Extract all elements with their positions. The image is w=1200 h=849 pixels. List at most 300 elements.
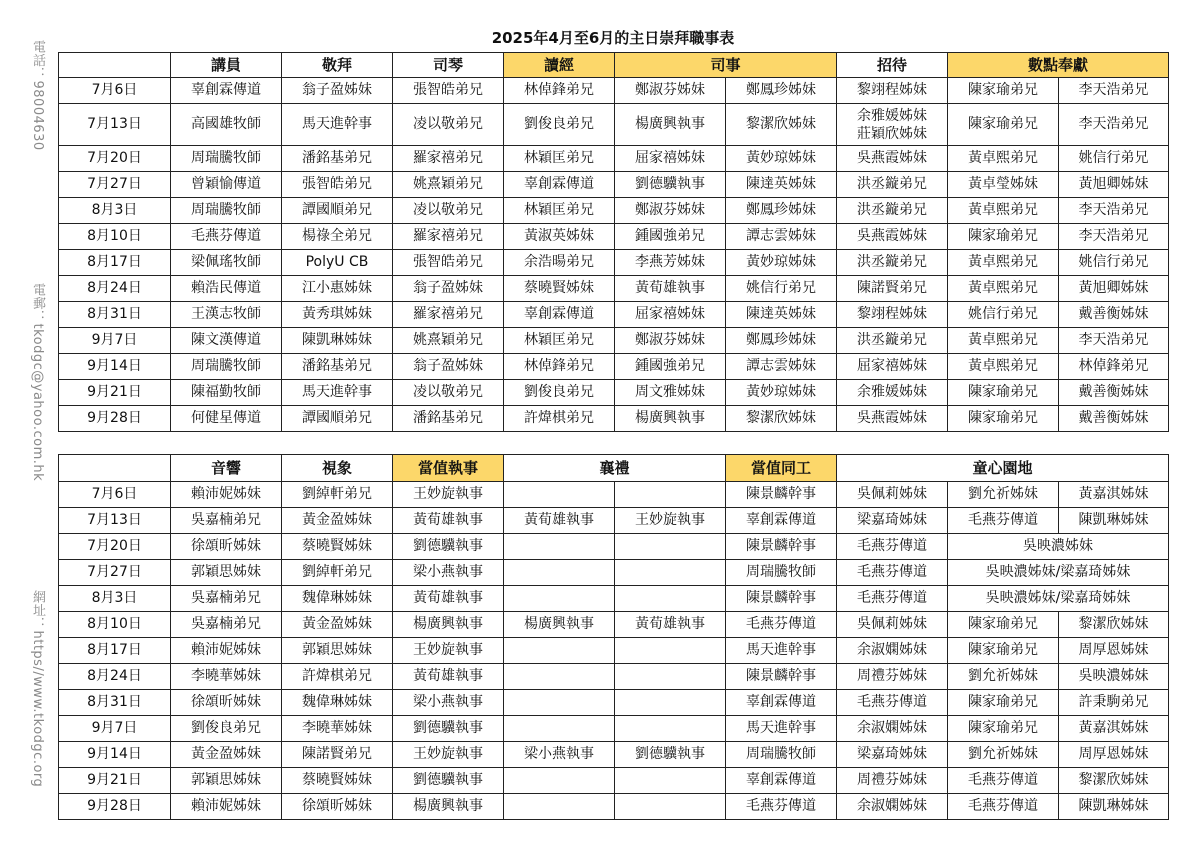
table-row xyxy=(59,508,1169,534)
pianist-cell: 翁子盈姊妹 xyxy=(393,276,504,302)
header-steward: 司事 xyxy=(615,53,837,78)
duty-staff-cell: 馬天進幹事 xyxy=(726,638,837,664)
offering-cell: 陳家瑜弟兄 xyxy=(948,224,1059,250)
duty-deacon-cell: 劉德驥執事 xyxy=(393,716,504,742)
pianist-cell: 羅家禧弟兄 xyxy=(393,224,504,250)
offering-cell: 姚信行弟兄 xyxy=(1059,250,1169,276)
header-pianist: 司琴 xyxy=(393,53,504,78)
steward-cell: 鄭淑芬姊妹 xyxy=(615,78,726,104)
header-kids-corner: 童心園地 xyxy=(837,455,1169,482)
offering-cell: 姚信行弟兄 xyxy=(948,302,1059,328)
offering-cell: 戴善衡姊妹 xyxy=(1059,302,1169,328)
table-row xyxy=(59,638,1169,664)
table-row xyxy=(59,742,1169,768)
kids-cell: 吳映濃姊妹 xyxy=(948,534,1169,560)
kids-cell: 毛燕芬傳道 xyxy=(948,794,1059,820)
duty-staff-cell: 陳景麟幹事 xyxy=(726,534,837,560)
date-cell: 8月31日 xyxy=(59,302,171,328)
duty-deacon-cell: 王妙旋執事 xyxy=(393,482,504,508)
date-cell: 7月27日 xyxy=(59,560,171,586)
reading-cell: 林穎匡弟兄 xyxy=(504,146,615,172)
ceremony-cell xyxy=(615,690,726,716)
side-email-text: 電郵：tkodgc@yahoo.com.hk xyxy=(30,283,45,482)
pianist-cell: 姚熹穎弟兄 xyxy=(393,328,504,354)
worship-cell: 譚國順弟兄 xyxy=(282,198,393,224)
duty-staff-cell: 陳景麟幹事 xyxy=(726,664,837,690)
usher-cell: 吳燕霞姊妹 xyxy=(837,146,948,172)
sound-cell: 吳嘉楠弟兄 xyxy=(171,612,282,638)
reading-cell: 劉俊良弟兄 xyxy=(504,104,615,146)
duty-deacon-cell: 梁小燕執事 xyxy=(393,560,504,586)
kids-cell: 周禮芬姊妹 xyxy=(837,768,948,794)
reading-cell: 辜創霖傳道 xyxy=(504,172,615,198)
visual-cell: 許煒棋弟兄 xyxy=(282,664,393,690)
kids-cell: 吳映濃姊妹 xyxy=(1059,664,1169,690)
table-row xyxy=(59,690,1169,716)
ceremony-cell xyxy=(504,560,615,586)
offering-cell: 戴善衡姊妹 xyxy=(1059,406,1169,432)
table-row xyxy=(59,302,1169,328)
kids-cell: 黎潔欣姊妹 xyxy=(1059,612,1169,638)
ceremony-cell xyxy=(615,482,726,508)
sound-cell: 劉俊良弟兄 xyxy=(171,716,282,742)
steward-cell: 楊廣興執事 xyxy=(615,406,726,432)
kids-cell: 黃嘉淇姊妹 xyxy=(1059,716,1169,742)
page-title: 2025年4月至6月的主日崇拜職事表 xyxy=(491,29,735,47)
preacher-cell: 辜創霖傳道 xyxy=(171,78,282,104)
preacher-cell: 曾穎愉傳道 xyxy=(171,172,282,198)
steward-cell: 屈家禧姊妹 xyxy=(615,146,726,172)
usher-cell xyxy=(837,104,948,146)
date-cell: 8月3日 xyxy=(59,198,171,224)
header-row xyxy=(59,455,1169,482)
duty-staff-cell: 辜創霖傳道 xyxy=(726,768,837,794)
visual-cell: 蔡曉賢姊妹 xyxy=(282,534,393,560)
date-cell: 7月13日 xyxy=(59,508,171,534)
reading-cell: 黃淑英姊妹 xyxy=(504,224,615,250)
ceremony-cell: 黃荀雄執事 xyxy=(615,612,726,638)
worship-cell: 黃秀琪姊妹 xyxy=(282,302,393,328)
worship-cell: 譚國順弟兄 xyxy=(282,406,393,432)
table-row xyxy=(59,716,1169,742)
table-row xyxy=(59,534,1169,560)
pianist-cell: 潘銘基弟兄 xyxy=(393,406,504,432)
offering-cell: 戴善衡姊妹 xyxy=(1059,380,1169,406)
ceremony-cell xyxy=(615,560,726,586)
ceremony-cell xyxy=(615,534,726,560)
pianist-cell: 翁子盈姊妹 xyxy=(393,354,504,380)
header-sound: 音響 xyxy=(171,455,282,482)
kids-cell: 余淑嫻姊妹 xyxy=(837,638,948,664)
date-cell: 9月14日 xyxy=(59,742,171,768)
header-duty-deacon: 當值執事 xyxy=(393,455,504,482)
kids-cell: 吳佩莉姊妹 xyxy=(837,482,948,508)
duty-deacon-cell: 楊廣興執事 xyxy=(393,612,504,638)
usher-cell: 洪丞鏇弟兄 xyxy=(837,250,948,276)
duty-deacon-cell: 黃荀雄執事 xyxy=(393,586,504,612)
table-row xyxy=(59,172,1169,198)
table-row xyxy=(59,794,1169,820)
usher-name: 余雅媛姊妹 xyxy=(857,107,928,124)
table-row xyxy=(59,406,1169,432)
offering-cell: 黃卓熙弟兄 xyxy=(948,276,1059,302)
duty-deacon-cell: 梁小燕執事 xyxy=(393,690,504,716)
date-cell: 8月31日 xyxy=(59,690,171,716)
table-row xyxy=(59,276,1169,302)
steward-cell: 黎潔欣姊妹 xyxy=(726,406,837,432)
steward-cell: 鄭鳳珍姊妹 xyxy=(726,198,837,224)
date-cell: 7月6日 xyxy=(59,482,171,508)
kids-cell: 吳映濃姊妹/梁嘉琦姊妹 xyxy=(948,560,1169,586)
preacher-cell: 賴浩民傳道 xyxy=(171,276,282,302)
kids-cell: 吳佩莉姊妹 xyxy=(837,612,948,638)
preacher-cell: 梁佩瑤牧師 xyxy=(171,250,282,276)
worship-cell: 張智皓弟兄 xyxy=(282,172,393,198)
date-cell: 9月7日 xyxy=(59,328,171,354)
visual-cell: 蔡曉賢姊妹 xyxy=(282,768,393,794)
offering-cell: 李天浩弟兄 xyxy=(1059,224,1169,250)
offering-cell: 黃卓熙弟兄 xyxy=(948,250,1059,276)
preacher-cell: 何健星傳道 xyxy=(171,406,282,432)
table-row xyxy=(59,146,1169,172)
header-usher: 招待 xyxy=(837,53,948,78)
preacher-cell: 王漢志牧師 xyxy=(171,302,282,328)
ceremony-cell xyxy=(504,768,615,794)
offering-cell: 黃卓熙弟兄 xyxy=(948,146,1059,172)
kids-cell: 陳家瑜弟兄 xyxy=(948,716,1059,742)
side-website-text: 網址：https//www.tkodgc.org xyxy=(30,590,45,788)
duty-deacon-cell: 黃荀雄執事 xyxy=(393,508,504,534)
worship-cell: 馬天進幹事 xyxy=(282,380,393,406)
visual-cell: 劉綽軒弟兄 xyxy=(282,482,393,508)
duty-staff-cell: 陳景麟幹事 xyxy=(726,482,837,508)
sound-cell: 吳嘉楠弟兄 xyxy=(171,508,282,534)
duty-staff-cell: 周瑞騰牧師 xyxy=(726,560,837,586)
header-ceremony: 襄禮 xyxy=(504,455,726,482)
reading-cell: 余浩暘弟兄 xyxy=(504,250,615,276)
ceremony-cell: 劉德驥執事 xyxy=(615,742,726,768)
table-row xyxy=(59,224,1169,250)
pianist-cell: 張智皓弟兄 xyxy=(393,78,504,104)
preacher-cell: 陳文漢傳道 xyxy=(171,328,282,354)
sound-cell: 賴沛妮姊妹 xyxy=(171,482,282,508)
table-row xyxy=(59,198,1169,224)
kids-cell: 毛燕芬傳道 xyxy=(948,768,1059,794)
usher-cell: 余雅媛姊妹 xyxy=(837,380,948,406)
header-date xyxy=(59,455,171,482)
ceremony-cell xyxy=(615,664,726,690)
steward-cell: 黃妙琼姊妹 xyxy=(726,146,837,172)
header-duty-staff: 當值同工 xyxy=(726,455,837,482)
duty-deacon-cell: 劉德驥執事 xyxy=(393,768,504,794)
usher-cell: 黎翊程姊妹 xyxy=(837,78,948,104)
sound-cell: 吳嘉楠弟兄 xyxy=(171,586,282,612)
kids-cell: 毛燕芬傳道 xyxy=(837,560,948,586)
steward-cell: 鍾國強弟兄 xyxy=(615,354,726,380)
sound-cell: 郭穎思姊妹 xyxy=(171,768,282,794)
duty-deacon-cell: 劉德驥執事 xyxy=(393,534,504,560)
offering-cell: 林倬鋒弟兄 xyxy=(1059,354,1169,380)
offering-cell: 李天浩弟兄 xyxy=(1059,198,1169,224)
kids-cell: 梁嘉琦姊妹 xyxy=(837,508,948,534)
kids-cell: 陳家瑜弟兄 xyxy=(948,612,1059,638)
steward-cell: 楊廣興執事 xyxy=(615,104,726,146)
kids-cell: 黃嘉淇姊妹 xyxy=(1059,482,1169,508)
duty-staff-cell: 辜創霖傳道 xyxy=(726,690,837,716)
steward-cell: 黃妙琼姊妹 xyxy=(726,380,837,406)
offering-cell: 黃卓熙弟兄 xyxy=(948,198,1059,224)
date-cell: 9月28日 xyxy=(59,406,171,432)
sound-cell: 郭穎思姊妹 xyxy=(171,560,282,586)
ceremony-cell xyxy=(615,716,726,742)
table-row xyxy=(59,612,1169,638)
duty-staff-cell: 毛燕芬傳道 xyxy=(726,794,837,820)
offering-cell: 李天浩弟兄 xyxy=(1059,104,1169,146)
table-row xyxy=(59,328,1169,354)
kids-cell: 余淑嫻姊妹 xyxy=(837,794,948,820)
header-reading: 讀經 xyxy=(504,53,615,78)
kids-cell: 劉允祈姊妹 xyxy=(948,742,1059,768)
header-preacher: 講員 xyxy=(171,53,282,78)
ceremony-cell: 黃荀雄執事 xyxy=(504,508,615,534)
table-row xyxy=(59,354,1169,380)
ceremony-cell xyxy=(615,586,726,612)
date-cell: 8月24日 xyxy=(59,664,171,690)
date-cell: 9月7日 xyxy=(59,716,171,742)
pianist-cell: 凌以敬弟兄 xyxy=(393,380,504,406)
duty-staff-cell: 周瑞騰牧師 xyxy=(726,742,837,768)
steward-cell: 陳達英姊妹 xyxy=(726,302,837,328)
ceremony-cell: 楊廣興執事 xyxy=(504,612,615,638)
usher-cell: 黎翊程姊妹 xyxy=(837,302,948,328)
table-row xyxy=(59,586,1169,612)
reading-cell: 蔡曉賢姊妹 xyxy=(504,276,615,302)
usher-cell: 屈家禧姊妹 xyxy=(837,354,948,380)
kids-cell: 許秉駒弟兄 xyxy=(1059,690,1169,716)
date-cell: 9月28日 xyxy=(59,794,171,820)
worship-cell: 江小惠姊妹 xyxy=(282,276,393,302)
ceremony-cell xyxy=(615,638,726,664)
sound-cell: 黃金盈姊妹 xyxy=(171,742,282,768)
ceremony-cell: 梁小燕執事 xyxy=(504,742,615,768)
ceremony-cell xyxy=(504,638,615,664)
table-row xyxy=(59,78,1169,104)
usher-cell: 吳燕霞姊妹 xyxy=(837,224,948,250)
steward-cell: 黃荀雄執事 xyxy=(615,276,726,302)
kids-cell: 毛燕芬傳道 xyxy=(837,690,948,716)
offering-cell: 黃旭卿姊妹 xyxy=(1059,172,1169,198)
steward-cell: 譚志雲姊妹 xyxy=(726,224,837,250)
ceremony-cell xyxy=(504,534,615,560)
offering-cell: 黃卓熙弟兄 xyxy=(948,328,1059,354)
date-cell: 9月21日 xyxy=(59,768,171,794)
preacher-cell: 陳福勤牧師 xyxy=(171,380,282,406)
usher-cell: 洪丞鏇弟兄 xyxy=(837,328,948,354)
steward-cell: 姚信行弟兄 xyxy=(726,276,837,302)
duty-staff-cell: 辜創霖傳道 xyxy=(726,508,837,534)
table-row xyxy=(59,380,1169,406)
visual-cell: 徐頌昕姊妹 xyxy=(282,794,393,820)
steward-cell: 鄭鳳珍姊妹 xyxy=(726,328,837,354)
kids-cell: 周厚恩姊妹 xyxy=(1059,742,1169,768)
visual-cell: 黃金盈姊妹 xyxy=(282,612,393,638)
usher-cell: 洪丞鏇弟兄 xyxy=(837,172,948,198)
date-cell: 8月17日 xyxy=(59,638,171,664)
usher-name: 莊穎欣姊妹 xyxy=(857,125,928,142)
date-cell: 7月20日 xyxy=(59,534,171,560)
visual-cell: 李曉華姊妹 xyxy=(282,716,393,742)
date-cell: 7月13日 xyxy=(59,104,171,146)
ceremony-cell xyxy=(615,768,726,794)
reading-cell: 劉俊良弟兄 xyxy=(504,380,615,406)
ceremony-cell xyxy=(504,794,615,820)
reading-cell: 林穎匡弟兄 xyxy=(504,328,615,354)
header-worship: 敬拜 xyxy=(282,53,393,78)
steward-cell: 周文雅姊妹 xyxy=(615,380,726,406)
steward-cell: 鄭淑芬姊妹 xyxy=(615,328,726,354)
duty-staff-cell: 毛燕芬傳道 xyxy=(726,612,837,638)
duty-staff-cell: 馬天進幹事 xyxy=(726,716,837,742)
reading-cell: 許煒棋弟兄 xyxy=(504,406,615,432)
preacher-cell: 高國雄牧師 xyxy=(171,104,282,146)
header-date xyxy=(59,53,171,78)
ceremony-cell xyxy=(504,664,615,690)
offering-cell: 姚信行弟兄 xyxy=(1059,146,1169,172)
pianist-cell: 姚熹穎弟兄 xyxy=(393,172,504,198)
sound-cell: 徐頌昕姊妹 xyxy=(171,534,282,560)
steward-cell: 李燕芳姊妹 xyxy=(615,250,726,276)
worship-cell: 楊祿全弟兄 xyxy=(282,224,393,250)
roster-table-main xyxy=(58,52,1169,432)
offering-cell: 黃卓熙弟兄 xyxy=(948,354,1059,380)
usher-cell: 洪丞鏇弟兄 xyxy=(837,198,948,224)
offering-cell: 黃卓瑩姊妹 xyxy=(948,172,1059,198)
visual-cell: 陳諾賢弟兄 xyxy=(282,742,393,768)
sound-cell: 李曉華姊妹 xyxy=(171,664,282,690)
date-cell: 8月24日 xyxy=(59,276,171,302)
table-row xyxy=(59,560,1169,586)
kids-cell: 余淑嫻姊妹 xyxy=(837,716,948,742)
side-phone-text: 電話：98004630 xyxy=(30,40,45,151)
sound-cell: 賴沛妮姊妹 xyxy=(171,638,282,664)
pianist-cell: 張智皓弟兄 xyxy=(393,250,504,276)
usher-cell: 吳燕霞姊妹 xyxy=(837,406,948,432)
date-cell: 9月14日 xyxy=(59,354,171,380)
steward-cell: 鍾國強弟兄 xyxy=(615,224,726,250)
pianist-cell: 羅家禧弟兄 xyxy=(393,302,504,328)
sound-cell: 賴沛妮姊妹 xyxy=(171,794,282,820)
reading-cell: 林倬鋒弟兄 xyxy=(504,78,615,104)
pianist-cell: 羅家禧弟兄 xyxy=(393,146,504,172)
steward-cell: 鄭淑芬姊妹 xyxy=(615,198,726,224)
preacher-cell: 周瑞騰牧師 xyxy=(171,354,282,380)
duty-deacon-cell: 王妙旋執事 xyxy=(393,742,504,768)
visual-cell: 郭穎思姊妹 xyxy=(282,638,393,664)
header-visual: 視象 xyxy=(282,455,393,482)
worship-cell: 陳凱琳姊妹 xyxy=(282,328,393,354)
kids-cell: 毛燕芬傳道 xyxy=(837,534,948,560)
table-row xyxy=(59,768,1169,794)
steward-cell: 譚志雲姊妹 xyxy=(726,354,837,380)
steward-cell: 鄭鳳珍姊妹 xyxy=(726,78,837,104)
table-row xyxy=(59,104,1169,146)
kids-cell: 陳家瑜弟兄 xyxy=(948,690,1059,716)
date-cell: 8月10日 xyxy=(59,224,171,250)
kids-cell: 梁嘉琦姊妹 xyxy=(837,742,948,768)
preacher-cell: 周瑞騰牧師 xyxy=(171,198,282,224)
offering-cell: 陳家瑜弟兄 xyxy=(948,104,1059,146)
header-offering: 數點奉獻 xyxy=(948,53,1169,78)
kids-cell: 陳凱琳姊妹 xyxy=(1059,508,1169,534)
roster-table-support xyxy=(58,454,1169,820)
steward-cell: 劉德驥執事 xyxy=(615,172,726,198)
offering-cell: 陳家瑜弟兄 xyxy=(948,78,1059,104)
preacher-cell: 毛燕芬傳道 xyxy=(171,224,282,250)
kids-cell: 劉允祈姊妹 xyxy=(948,664,1059,690)
duty-deacon-cell: 王妙旋執事 xyxy=(393,638,504,664)
worship-cell: 潘銘基弟兄 xyxy=(282,354,393,380)
worship-cell: 馬天進幹事 xyxy=(282,104,393,146)
reading-cell: 林穎匡弟兄 xyxy=(504,198,615,224)
visual-cell: 魏偉琳姊妹 xyxy=(282,690,393,716)
duty-deacon-cell: 楊廣興執事 xyxy=(393,794,504,820)
visual-cell: 劉綽軒弟兄 xyxy=(282,560,393,586)
offering-cell: 陳家瑜弟兄 xyxy=(948,406,1059,432)
worship-cell: PolyU CB xyxy=(282,250,393,276)
date-cell: 8月3日 xyxy=(59,586,171,612)
kids-cell: 黎潔欣姊妹 xyxy=(1059,768,1169,794)
date-cell: 7月20日 xyxy=(59,146,171,172)
ceremony-cell xyxy=(504,716,615,742)
ceremony-cell xyxy=(504,586,615,612)
ceremony-cell xyxy=(504,690,615,716)
pianist-cell: 凌以敬弟兄 xyxy=(393,198,504,224)
reading-cell: 辜創霖傳道 xyxy=(504,302,615,328)
worship-cell: 潘銘基弟兄 xyxy=(282,146,393,172)
header-row xyxy=(59,53,1169,78)
table-row xyxy=(59,250,1169,276)
date-cell: 8月17日 xyxy=(59,250,171,276)
table-row xyxy=(59,664,1169,690)
table-row xyxy=(59,482,1169,508)
steward-cell: 黃妙琼姊妹 xyxy=(726,250,837,276)
kids-cell: 毛燕芬傳道 xyxy=(948,508,1059,534)
visual-cell: 黃金盈姊妹 xyxy=(282,508,393,534)
offering-cell: 李天浩弟兄 xyxy=(1059,328,1169,354)
date-cell: 7月27日 xyxy=(59,172,171,198)
offering-cell: 李天浩弟兄 xyxy=(1059,78,1169,104)
kids-cell: 周厚恩姊妹 xyxy=(1059,638,1169,664)
reading-cell: 林倬鋒弟兄 xyxy=(504,354,615,380)
ceremony-cell: 王妙旋執事 xyxy=(615,508,726,534)
steward-cell: 屈家禧姊妹 xyxy=(615,302,726,328)
pianist-cell: 凌以敬弟兄 xyxy=(393,104,504,146)
steward-cell: 陳達英姊妹 xyxy=(726,172,837,198)
visual-cell: 魏偉琳姊妹 xyxy=(282,586,393,612)
kids-cell: 陳家瑜弟兄 xyxy=(948,638,1059,664)
kids-cell: 劉允祈姊妹 xyxy=(948,482,1059,508)
usher-cell: 陳諾賢弟兄 xyxy=(837,276,948,302)
offering-cell: 陳家瑜弟兄 xyxy=(948,380,1059,406)
kids-cell: 陳凱琳姊妹 xyxy=(1059,794,1169,820)
kids-cell: 吳映濃姊妹/梁嘉琦姊妹 xyxy=(948,586,1169,612)
sound-cell: 徐頌昕姊妹 xyxy=(171,690,282,716)
kids-cell: 周禮芬姊妹 xyxy=(837,664,948,690)
preacher-cell: 周瑞騰牧師 xyxy=(171,146,282,172)
date-cell: 9月21日 xyxy=(59,380,171,406)
duty-staff-cell: 陳景麟幹事 xyxy=(726,586,837,612)
steward-cell: 黎潔欣姊妹 xyxy=(726,104,837,146)
